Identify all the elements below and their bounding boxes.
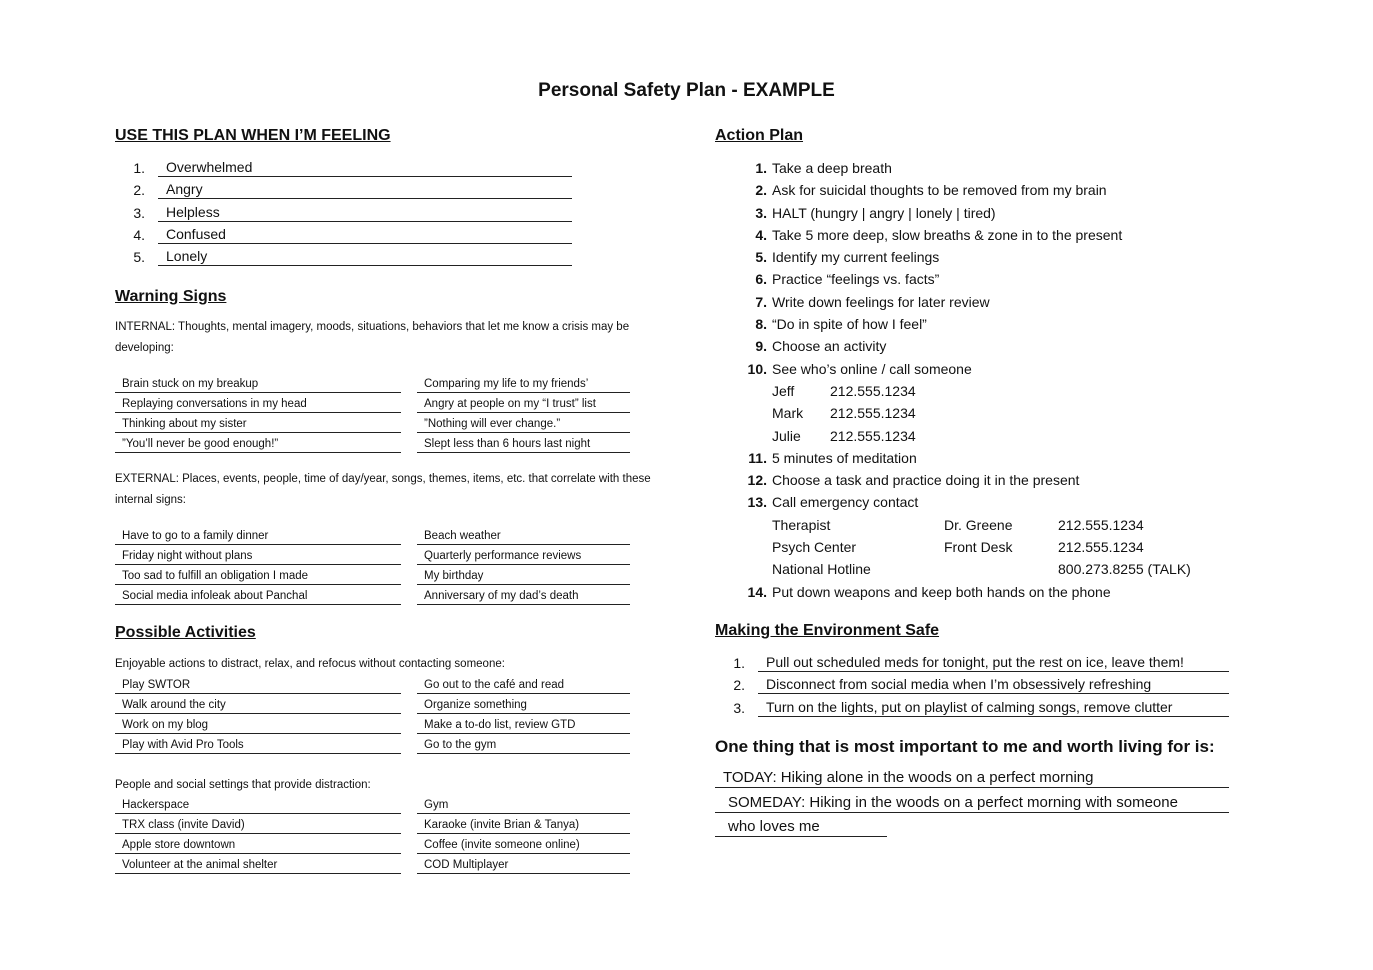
emergency-phone: 212.555.1234 [1058,516,1144,533]
step-number: 12. [747,472,767,489]
step-text: Write down feelings for later review [772,293,990,310]
item-text: Confused [158,225,572,244]
external-signs-grid [115,528,635,608]
activities-heading: Possible Activities [115,624,256,641]
grid-row [115,697,635,717]
item-text: Lonely [158,247,572,266]
emergency-contact-row [715,536,1275,558]
emergency-phone: 800.273.8255 (TALK) [1058,561,1191,578]
step-text: HALT (hungry | angry | lonely | tired) [772,204,996,221]
step-number: 1. [755,160,767,176]
step-number: 4. [755,226,767,243]
action-step [715,491,1275,513]
action-step [715,358,1275,380]
grid-cell: Organize something [417,697,630,714]
action-step [715,179,1275,201]
grid-cell: Play SWTOR [115,677,401,694]
grid-row [115,797,635,817]
item-text: Turn on the lights, put on playlist of calming songs, remove clutter [758,698,1229,717]
item-text: Helpless [158,203,572,222]
grid-cell: Gym [417,797,630,814]
action-step [715,246,1275,268]
step-text: Identify my current feelings [772,249,940,266]
grid-cell: ”Nothing will ever change.” [417,416,630,433]
step-text: Choose a task and practice doing it in the present [772,472,1080,489]
item-number: 2. [733,677,745,694]
list-item [131,179,581,201]
step-text: Ask for suicidal thoughts to be removed from my brain [772,182,1107,199]
item-number: 1. [733,655,745,671]
action-step [715,291,1275,313]
grid-cell: Thinking about my sister [115,416,401,433]
grid-cell: Angry at people on my “I trust” list [417,396,630,413]
item-number: 4. [133,226,145,243]
step-text: Call emergency contact [772,494,919,511]
step-number: 7. [755,293,767,310]
social-description: People and social settings that provide distraction: [115,779,371,791]
grid-cell: Karaoke (invite Brian & Tanya) [417,817,630,834]
step-text: Practice “feelings vs. facts” [772,271,940,288]
enjoyable-grid [115,677,635,757]
step-number: 3. [755,204,767,221]
step-text: Take a deep breath [772,160,892,176]
someday-line: SOMEDAY: Hiking in the woods on a perfect morning with someone [715,793,1229,813]
grid-row [115,717,635,737]
grid-row [115,568,635,588]
someday-line-cont: who loves me [715,817,887,837]
emergency-phone: 212.555.1234 [1058,539,1144,556]
contact-phone: 212.555.1234 [830,427,916,444]
grid-cell: Anniversary of my dad’s death [417,588,630,605]
contact-row [715,402,1275,424]
grid-row [115,588,635,608]
feeling-list [131,157,581,268]
grid-cell: Volunteer at the animal shelter [115,857,401,874]
item-number: 1. [133,160,145,176]
grid-cell: Make a to-do list, review GTD [417,717,630,734]
item-number: 5. [133,249,145,266]
grid-cell: Brain stuck on my breakup [115,376,401,393]
feeling-heading: USE THIS PLAN WHEN I’M FEELING [115,127,391,144]
action-step [715,157,1275,179]
enjoyable-description: Enjoyable actions to distract, relax, and refocus without contacting someone: [115,658,505,670]
item-text: Disconnect from social media when I’m obsessively refreshing [758,675,1229,694]
item-text: Angry [158,180,572,199]
contact-name: Jeff [772,382,795,399]
step-number: 9. [755,338,767,355]
grid-row [115,376,635,396]
emergency-contact-row [715,514,1275,536]
emergency-place: Therapist [772,516,831,533]
internal-signs-grid [115,376,635,456]
grid-cell: Play with Avid Pro Tools [115,737,401,754]
action-step [715,268,1275,290]
list-item [131,224,581,246]
list-item [131,202,581,224]
step-number: 10. [747,360,767,377]
list-item [731,652,1251,674]
grid-cell: Too sad to fulfill an obligation I made [115,568,401,585]
grid-row [115,396,635,416]
contact-row [715,425,1275,447]
contact-name: Mark [772,405,804,422]
step-text: “Do in spite of how I feel” [772,316,927,333]
environment-heading: Making the Environment Safe [715,622,940,639]
today-line: TODAY: Hiking alone in the woods on a perfect morning [715,768,1229,788]
list-item [131,246,581,268]
grid-row [115,416,635,436]
step-number: 5. [755,249,767,266]
grid-cell: TRX class (invite David) [115,817,401,834]
step-text: Put down weapons and keep both hands on the phone [772,583,1111,600]
action-step [715,313,1275,335]
step-text: 5 minutes of meditation [772,449,917,466]
action-step [715,469,1275,491]
list-item [731,674,1251,696]
step-text: Choose an activity [772,338,887,355]
action-plan-list [715,157,1275,603]
grid-cell: Work on my blog [115,717,401,734]
grid-cell: Comparing my life to my friends’ [417,376,630,393]
step-number: 13. [747,494,767,511]
step-number: 2. [755,182,767,199]
step-number: 8. [755,316,767,333]
living-for [715,768,1235,842]
grid-cell: ”You’ll never be good enough!” [115,436,401,453]
item-number: 3. [133,204,145,221]
emergency-person: Front Desk [944,539,1013,556]
grid-cell: My birthday [417,568,630,585]
step-number: 14. [747,583,767,600]
action-step [715,447,1275,469]
grid-cell: Go to the gym [417,737,630,754]
grid-cell: Slept less than 6 hours last night [417,436,630,453]
emergency-contact-row [715,558,1275,580]
grid-cell: Walk around the city [115,697,401,714]
grid-cell: Hackerspace [115,797,401,814]
living-heading: One thing that is most important to me and worth living for is: [715,737,1215,756]
emergency-place: Psych Center [772,539,857,556]
action-plan-heading: Action Plan [715,127,804,144]
grid-cell: Coffee (invite someone online) [417,837,630,854]
grid-row [115,528,635,548]
contact-phone: 212.555.1234 [830,405,916,422]
emergency-person: Dr. Greene [944,516,1013,533]
grid-row [115,737,635,757]
internal-description: INTERNAL: Thoughts, mental imagery, moods, situations, behaviors that let me know a crisis may be developing: [115,321,630,354]
grid-cell: Apple store downtown [115,837,401,854]
step-number: 6. [755,271,767,288]
item-text: Pull out scheduled meds for tonight, put the rest on ice, leave them! [758,653,1229,672]
external-description: EXTERNAL: Places, events, people, time of day/year, songs, themes, items, etc. that correlate with these internal signs: [115,473,651,506]
social-grid [115,797,635,877]
grid-row [115,857,635,877]
grid-cell: Replaying conversations in my head [115,396,401,413]
grid-cell: Social media infoleak about Panchal [115,588,401,605]
warning-signs-heading: Warning Signs [115,288,227,305]
item-number: 3. [733,699,745,716]
grid-row [115,817,635,837]
grid-row [115,548,635,568]
step-number: 11. [748,449,767,466]
list-item [131,157,581,179]
contact-name: Julie [772,427,801,444]
page-title: Personal Safety Plan - EXAMPLE [538,80,835,101]
grid-cell: Friday night without plans [115,548,401,565]
item-number: 2. [133,182,145,199]
step-text: See who’s online / call someone [772,360,972,377]
environment-list [731,652,1251,719]
step-text: Take 5 more deep, slow breaths & zone in to the present [772,226,1123,243]
grid-cell: Have to go to a family dinner [115,528,401,545]
action-step [715,335,1275,357]
action-step [715,224,1275,246]
grid-row [115,837,635,857]
emergency-place: National Hotline [772,561,871,578]
grid-row [115,436,635,456]
grid-cell: COD Multiplayer [417,857,630,874]
action-step [715,581,1275,603]
contact-row [715,380,1275,402]
contact-phone: 212.555.1234 [830,382,916,399]
grid-cell: Beach weather [417,528,630,545]
item-text: Overwhelmed [158,158,572,177]
action-step [715,202,1275,224]
grid-row [115,677,635,697]
list-item [731,697,1251,719]
grid-cell: Quarterly performance reviews [417,548,630,565]
grid-cell: Go out to the café and read [417,677,630,694]
